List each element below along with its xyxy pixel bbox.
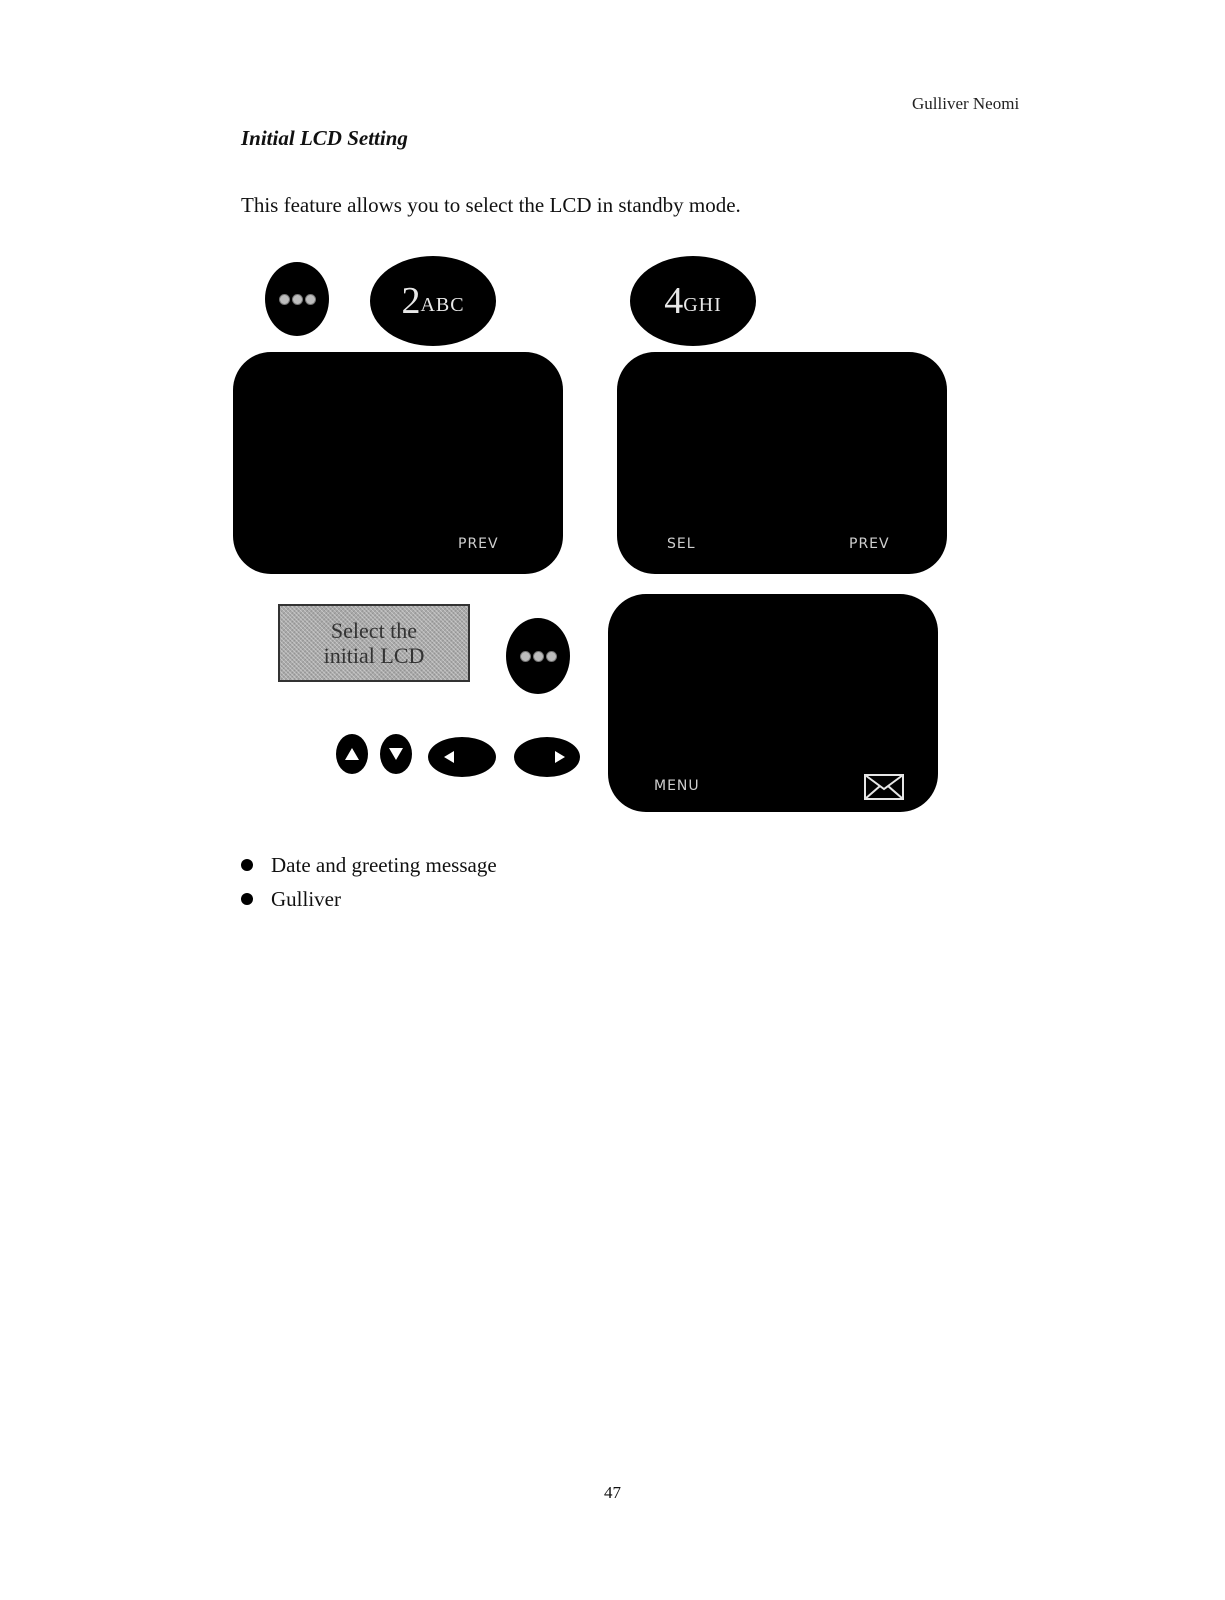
nav-up-key [336,734,368,774]
softkey-prev: PREV [849,536,890,552]
menu-key [506,618,570,694]
running-header: Gulliver Neomi [912,94,1020,113]
key-4ghi [630,256,756,346]
prompt-box [278,604,470,682]
softkey-prev: PREV [458,536,499,552]
list-item [241,848,497,882]
softkey-sel: SEL [667,536,696,552]
option-text: Gulliver [271,886,341,911]
right-arrow-icon [555,751,565,763]
key-2abc [370,256,496,346]
nav-right-key [514,737,580,777]
intro-paragraph: This feature allows you to select the LCD in standby mode. [241,193,741,217]
envelope-icon [864,774,904,800]
three-dots-icon [279,294,316,305]
page-number: 47 [604,1483,621,1502]
prompt-line-2: initial LCD [323,643,425,668]
key-2-letters: ABC [420,294,465,316]
lcd-screen-2 [617,352,947,574]
nav-down-key [380,734,412,774]
lcd-screen-1 [233,352,563,574]
bullet-icon [241,859,253,871]
softkey-menu: MENU [654,778,700,794]
left-arrow-icon [444,751,454,763]
section-title: Initial LCD Setting [241,126,408,150]
key-2-digit: 2 [401,280,421,322]
down-arrow-icon [389,748,403,760]
prompt-line-1: Select the [330,617,418,643]
three-dots-icon [520,651,557,662]
menu-key [265,262,329,336]
nav-left-key [428,737,496,777]
bullet-icon [241,893,253,905]
list-item [241,882,497,916]
up-arrow-icon [345,748,359,760]
option-list [241,848,497,916]
key-4-digit: 4 [664,280,684,322]
key-4-letters: GHI [683,294,722,316]
lcd-screen-3 [608,594,938,812]
option-text: Date and greeting message [271,852,497,877]
